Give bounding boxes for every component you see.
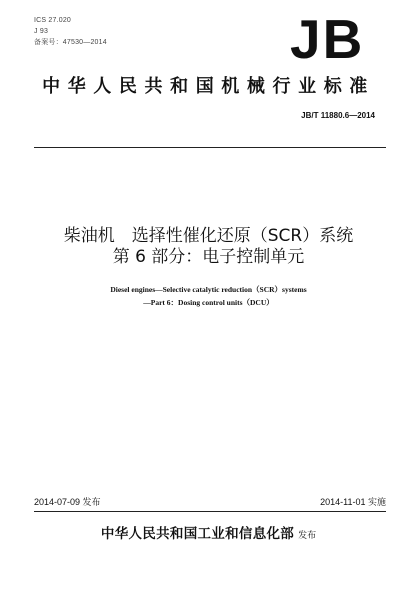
chinese-title-line-2: 第 6 部分：电子控制单元 <box>112 247 305 267</box>
jb-logo: JB <box>290 8 365 70</box>
top-divider <box>34 147 386 148</box>
ccs-code: J 93 <box>34 28 49 35</box>
bottom-divider <box>34 511 386 512</box>
ics-code: ICS 27.020 <box>34 17 72 24</box>
implementation-date: 2014-11-01 实施 <box>320 497 386 507</box>
standard-type-title: 中华人民共和国机械行业标准 <box>42 76 375 97</box>
chinese-title-line-1: 柴油机 选择性催化还原（SCR）系统 <box>63 226 354 246</box>
issuing-authority <box>0 522 417 542</box>
release-date: 2014-07-09 发布 <box>34 497 101 507</box>
english-title-line-2: —Part 6：Dosing control units（DCU） <box>143 298 274 307</box>
standard-code: JB/T 11880.6—2014 <box>301 111 375 120</box>
record-number: 备案号：47530—2014 <box>34 39 107 46</box>
issuer-action: 发布 <box>298 531 317 541</box>
issuer-name: 中华人民共和国工业和信息化部 <box>100 526 295 542</box>
english-title-line-1: Diesel engines—Selective catalytic reduction（SCR）systems <box>110 285 307 294</box>
